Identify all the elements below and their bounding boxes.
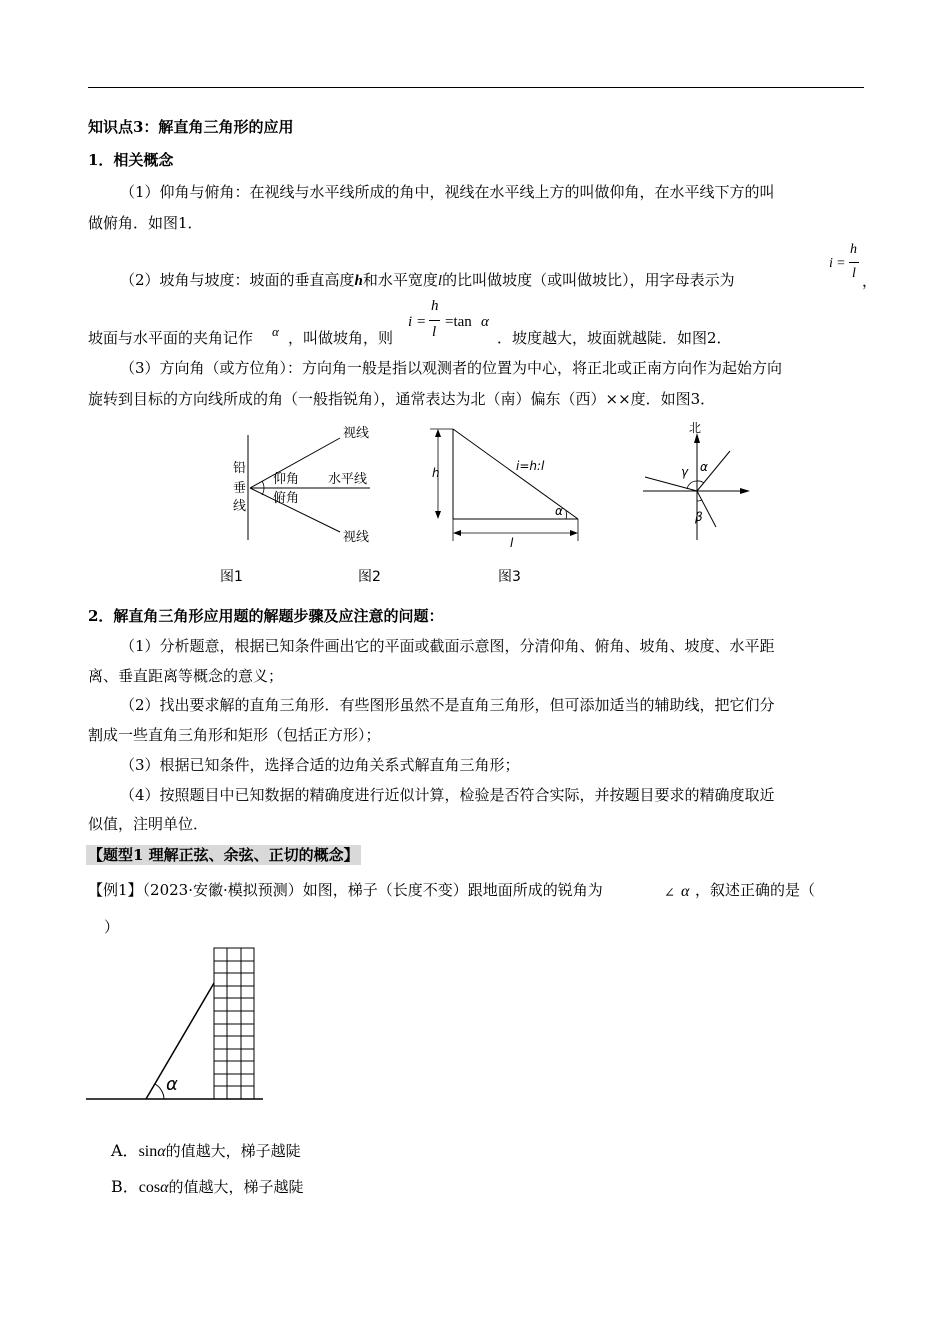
width-label: l (510, 536, 514, 550)
step2-line2: 割成一些直角三角形和矩形（包括正方形）； (88, 726, 381, 744)
step4-line1: （4）按照题目中已知数据的精确度进行近似计算，检验是否符合实际，并按题目要求的精确度取近 (120, 786, 775, 804)
step4-line2: 似值，注明单位． (88, 815, 209, 833)
plumb-label-3: 线 (233, 499, 247, 514)
figure-1 (220, 425, 370, 585)
sight-line-bottom-label: 视线 (343, 530, 370, 545)
figure-1-caption: 图1 (220, 569, 243, 585)
north-label: 北 (689, 421, 702, 435)
p2-line2-c: ．坡度越大，坡面就越陡．如图2． (497, 329, 732, 347)
option-b[interactable]: B．cosα的值越大，梯子越陡 (111, 1177, 304, 1196)
p2-line2-b: ，叫做坡角，则 (288, 329, 394, 347)
slope-ratio-label: i=h:l (516, 459, 545, 473)
answer-paren-close: ） (104, 918, 120, 936)
ladder (146, 983, 214, 1099)
depression-angle-label: 俯角 (273, 491, 300, 506)
p1-line2: 做俯角．如图1． (88, 214, 203, 232)
plumb-label-2: 垂 (233, 481, 247, 496)
option-a[interactable]: A．sinα的值越大，梯子越陡 (111, 1141, 301, 1160)
figure-3-caption: 图3 (498, 569, 521, 585)
example1-line-end: ，叙述正确的是（ (695, 881, 816, 899)
wall-grid (214, 948, 254, 1099)
gamma-label: γ (681, 465, 689, 479)
horizontal-line-label: 水平线 (328, 472, 368, 487)
plumb-label-1: 铅 (233, 461, 247, 476)
step3: （3）根据已知条件，选择合适的边角关系式解直角三角形； (120, 756, 520, 774)
figure-2 (358, 429, 578, 585)
heading-related-concepts: 1．相关概念 (88, 151, 174, 169)
step2-line1: （2）找出要求解的直角三角形．有些图形虽然不是直角三角形，但可添加适当的辅助线，把它们分 (120, 696, 775, 714)
figure-2-caption: 图2 (358, 569, 381, 585)
example-alpha: α (681, 883, 690, 900)
step1-line1: （1）分析题意，根据已知条件画出它的平面或截面示意图，分清仰角、俯角、坡角、坡度、水平距 (120, 637, 775, 655)
example1-line: 【例1】（2023·安徽·模拟预测）如图，梯子（长度不变）跟地面所成的锐角为 (88, 881, 603, 899)
elevation-angle-label: 仰角 (273, 472, 300, 487)
beta-label: β (695, 510, 703, 524)
alpha-label: α (700, 460, 708, 474)
type1-label: 【题型1 理解正弦、余弦、正切的概念】 (88, 846, 359, 864)
header-rule (88, 87, 864, 88)
ladder-alpha-label: α (166, 1074, 178, 1095)
ladder-figure (80, 940, 280, 1110)
angle-arc (155, 1084, 164, 1099)
angle-symbol: ∠ (664, 886, 675, 901)
figure-3 (498, 421, 750, 585)
steps-heading: 2．解直角三角形应用题的解题步骤及应注意的问题： (88, 607, 444, 625)
height-label: h (432, 466, 440, 480)
slope-angle-label: α (555, 504, 563, 518)
p2-line2-a: 坡面与水平面的夹角记作 (88, 329, 254, 347)
p1-line1: （1）仰角与俯角：在视线与水平线所成的角中，视线在水平线上方的叫做仰角，在水平线下方的叫 (120, 183, 775, 201)
p3-line1: （3）方向角（或方位角）：方向角一般是指以观测者的位置为中心，将正北或正南方向作为起始方向 (120, 359, 783, 377)
step1-line2: 离、垂直距离等概念的意义； (88, 667, 284, 685)
alpha-symbol: α (272, 324, 279, 339)
figures-row (0, 415, 950, 595)
p2-line1: （2）坡角与坡度：坡面的垂直高度h和水平宽度l的比叫做坡度（或叫做坡比），用字母表示为 (120, 271, 735, 289)
section-title: 知识点3：解直角三角形的应用 (88, 118, 294, 136)
p3-line2: 旋转到目标的方向线所成的角（一般指锐角），通常表达为北（南）偏东（西）××度．如图3． (88, 390, 716, 408)
sight-line-top-label: 视线 (343, 426, 370, 441)
